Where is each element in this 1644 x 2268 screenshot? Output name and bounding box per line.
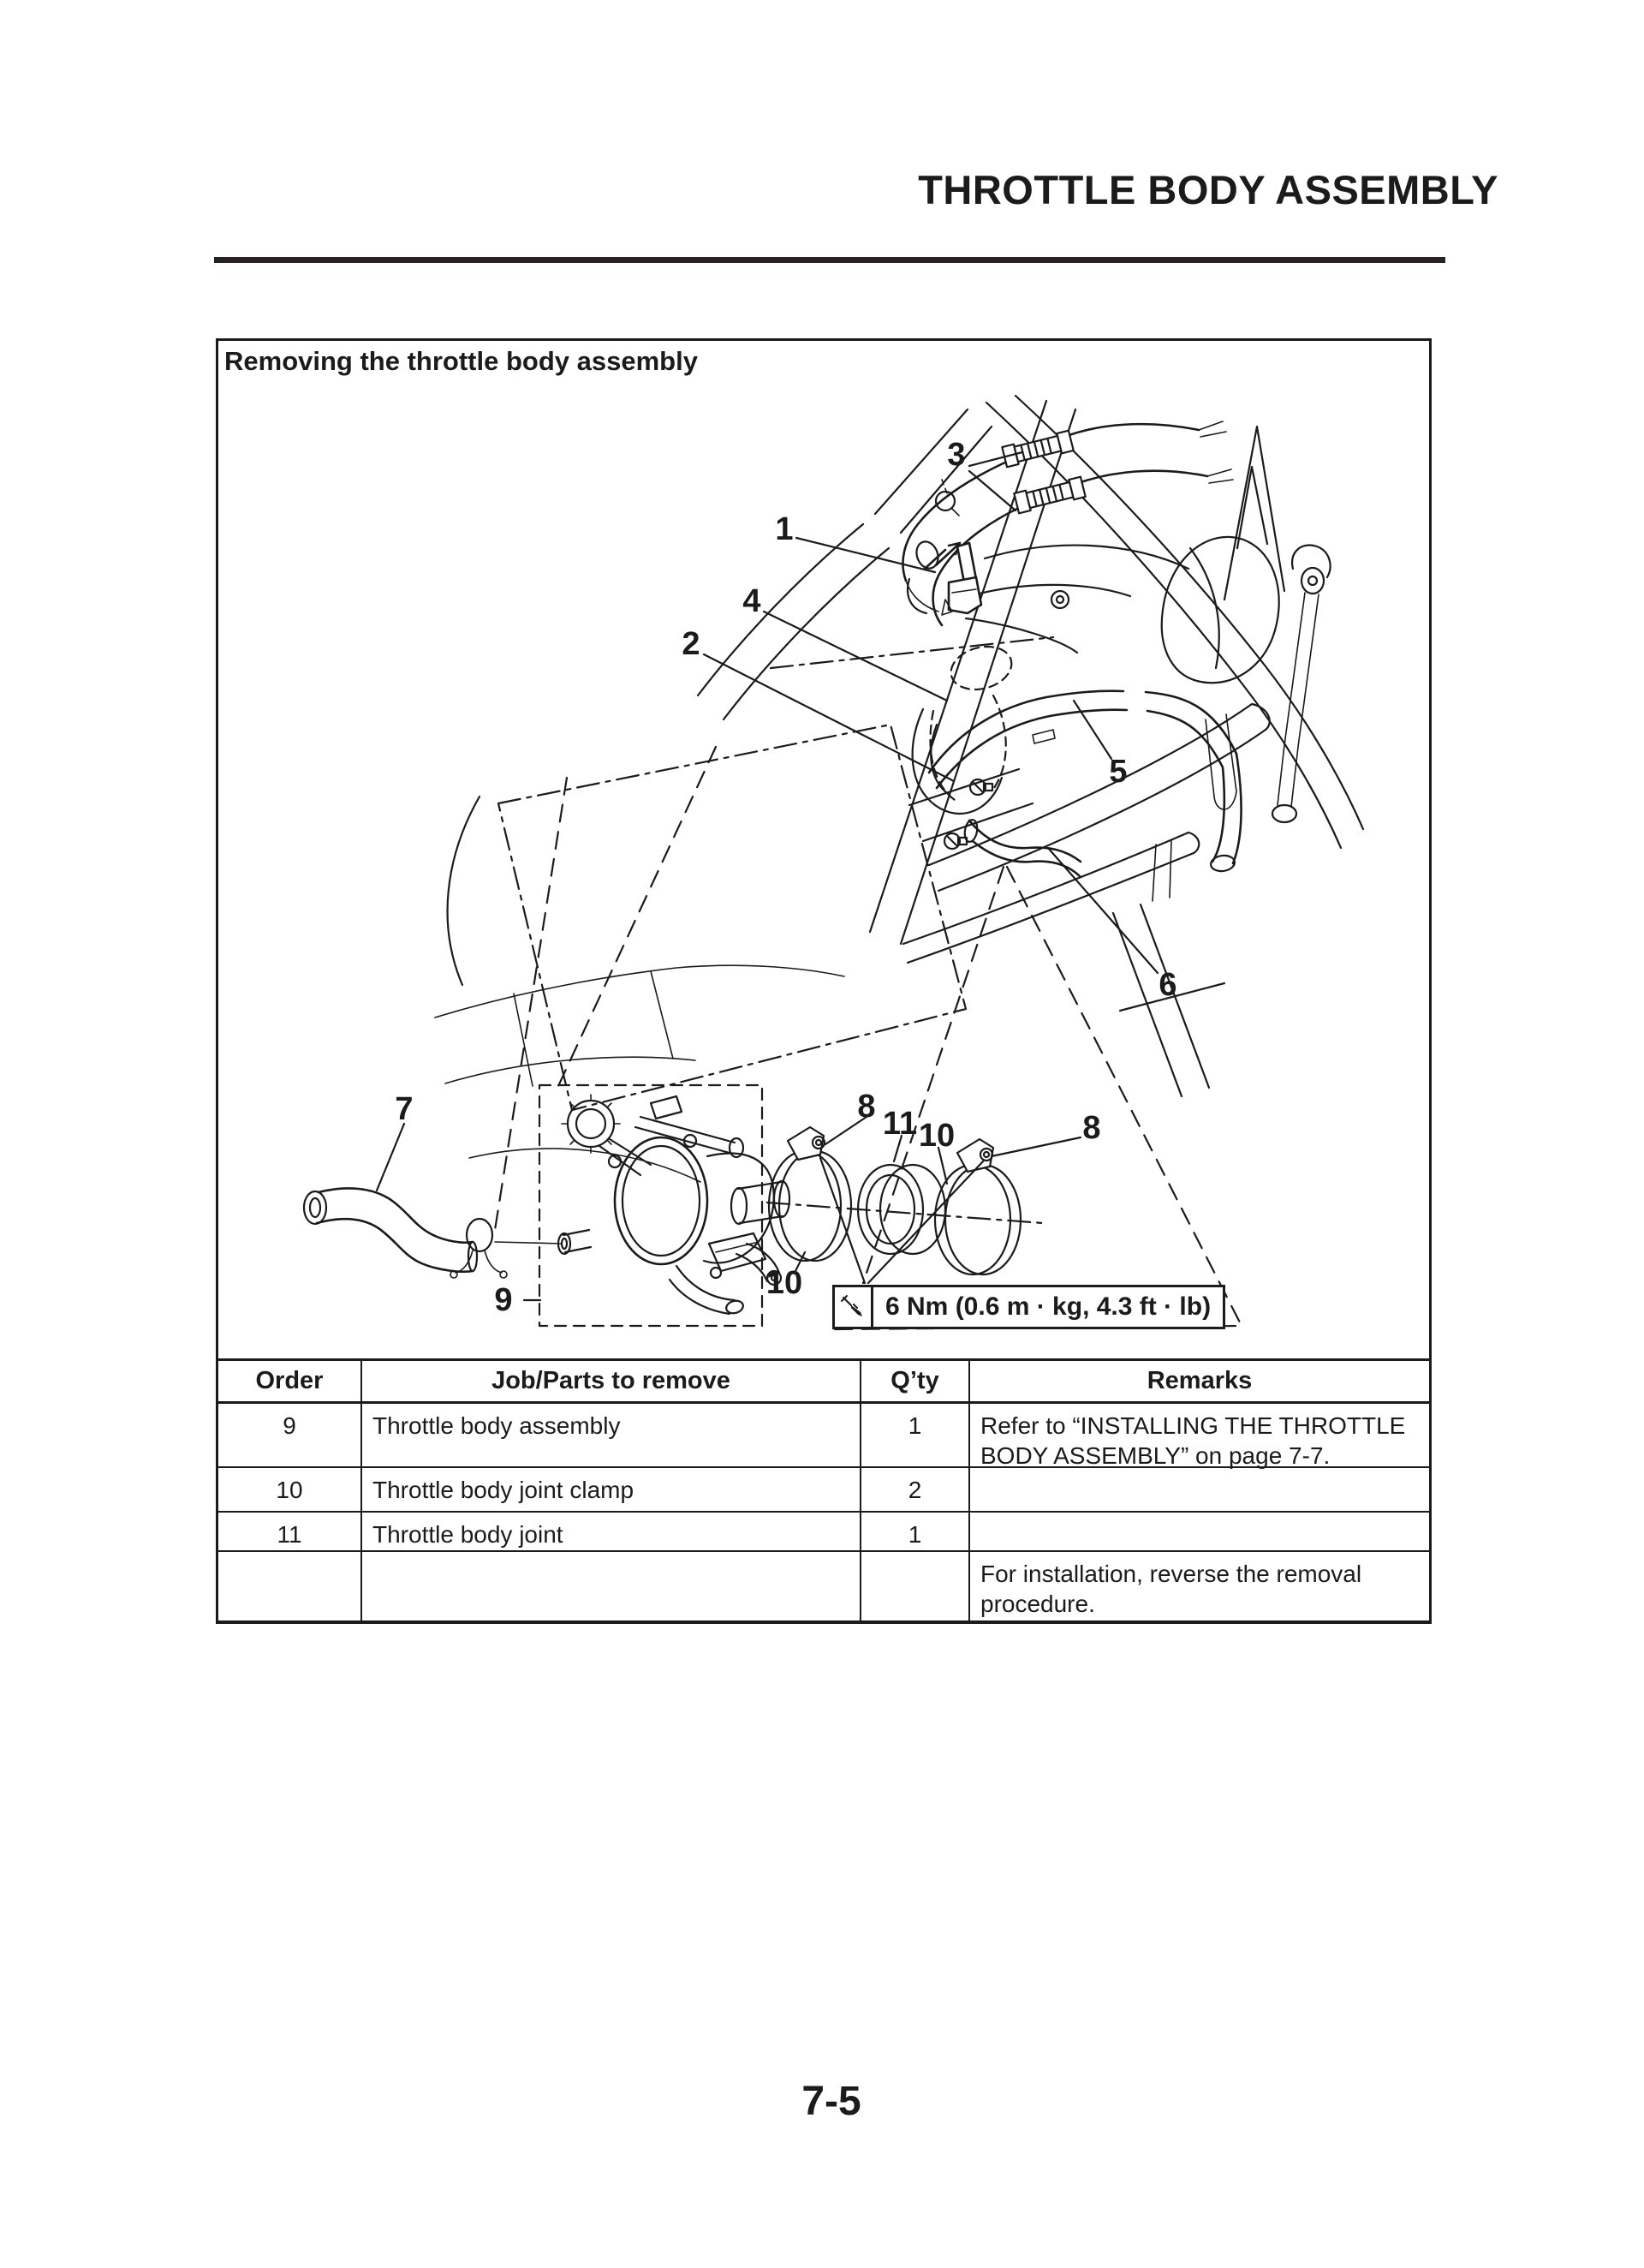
callout-1: 1 <box>775 511 794 547</box>
col-header-order: Order <box>218 1361 362 1404</box>
callout-3: 3 <box>947 437 966 473</box>
callout-2: 2 <box>682 626 700 662</box>
callout-5: 5 <box>1109 754 1128 790</box>
page-number: 7-5 <box>801 2079 861 2124</box>
row-9-remarks: Refer to “INSTALLING THE THROTTLE BODY ASSEMBLY” on page 7-7. <box>970 1404 1429 1468</box>
page-title: THROTTLE BODY ASSEMBLY <box>918 167 1498 212</box>
col-header-remarks: Remarks <box>970 1361 1429 1404</box>
row-11-qty: 1 <box>861 1513 970 1552</box>
callout-10-upper: 10 <box>918 1118 956 1154</box>
row-10-remarks <box>970 1468 1429 1513</box>
row-11-remarks <box>970 1513 1429 1552</box>
row-11-job: Throttle body joint <box>362 1513 861 1552</box>
callout-7: 7 <box>395 1091 414 1127</box>
callout-11: 11 <box>882 1106 918 1142</box>
parts-table <box>216 1358 1432 1624</box>
col-header-qty: Q’ty <box>861 1361 970 1404</box>
figure-box <box>216 338 1432 1361</box>
row-11-order: 11 <box>218 1513 362 1552</box>
callout-8-left: 8 <box>857 1089 876 1125</box>
row-10-order: 10 <box>218 1468 362 1513</box>
row-note-job <box>362 1552 861 1620</box>
torque-wrench-icon <box>835 1287 873 1327</box>
callout-4: 4 <box>742 583 761 619</box>
callout-6: 6 <box>1159 967 1177 1003</box>
torque-spec-box <box>832 1285 1225 1329</box>
row-9-qty: 1 <box>861 1404 970 1468</box>
row-9-order: 9 <box>218 1404 362 1468</box>
row-9-job: Throttle body assembly <box>362 1404 861 1468</box>
row-note-remarks: For installation, reverse the removal procedure. <box>980 1561 1362 1617</box>
figure-heading: Removing the throttle body assembly <box>224 346 698 376</box>
callout-9: 9 <box>494 1282 513 1318</box>
row-10-qty: 2 <box>861 1468 970 1513</box>
callout-8-right: 8 <box>1082 1110 1101 1146</box>
row-note-order <box>218 1552 362 1620</box>
torque-spec-value: 6 Nm (0.6 m · kg, 4.3 ft · lb) <box>885 1292 1212 1321</box>
callout-10-lower: 10 <box>765 1265 803 1301</box>
title-rule <box>214 257 1445 263</box>
row-note-qty <box>861 1552 970 1620</box>
row-10-job: Throttle body joint clamp <box>362 1468 861 1513</box>
col-header-job: Job/Parts to remove <box>362 1361 861 1404</box>
